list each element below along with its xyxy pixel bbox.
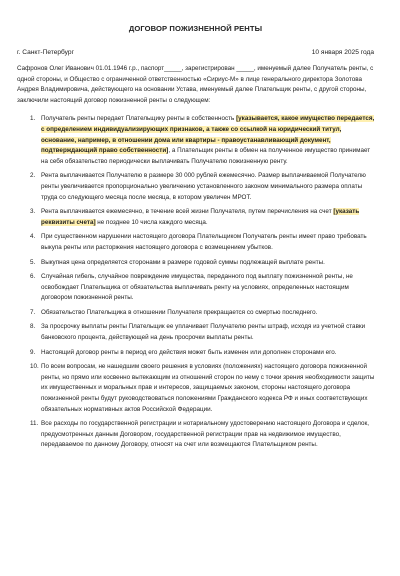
- clause-10: [15, 362, 376, 415]
- clause-text: Обязательство Плательщика в отношении Получателя прекращается со смертью последнего.: [41, 308, 318, 316]
- clause-7: [15, 308, 376, 319]
- clause-text: Рента выплачивается Получателю в размере 30 000 рублей ежемесячно. Размер выплачиваемой Получателю ренты увеличивается пропорционально увеличению установленного законом минимального размера оплаты труда со следующего месяца после месяца, в котором увеличен МРОТ.: [41, 172, 366, 201]
- clause-number: 1.: [30, 115, 36, 123]
- placeholder-highlight: [указывается, какое имущество передается, с определением индивидуализирующих признаков, а также со ссылкой на юридический титул, основание, например, в отношении дома или квартиры - правоустанавливающий документ, подтверждающий право собственности]: [41, 115, 375, 155]
- clause-2: [15, 171, 376, 203]
- clause-text: Случайная гибель, случайное повреждение имущества, переданного под выплату пожизненной ренты, не освобождает Плательщика от обязательства выплачивать ренту на условиях, определенных настоящим договором пожизненной ренты.: [41, 273, 353, 302]
- clause-4: [15, 232, 376, 253]
- clause-1: [15, 114, 376, 167]
- clause-number: 9.: [30, 348, 36, 356]
- clause-text: По всем вопросам, не нашедшим своего решения в условиях (положениях) настоящего договора пожизненной ренты, но прямо или косвенно вытекающим из отношений сторон по нему с точки зрения необходимости защиты их имущественных и моральных прав и интересов, защищаемых законом, стороны настоящего договора пожизненной ренты будут руководствоваться положениями Гражданского кодекса РФ и иных соответствующих обязательных нормативных актов Российской Федерации.: [41, 363, 375, 413]
- clause-number: 2.: [30, 172, 36, 180]
- document-title: ДОГОВОР ПОЖИЗНЕННОЙ РЕНТЫ: [128, 24, 263, 33]
- clause-text: За просрочку выплаты ренты Плательщик ее уплачивает Получателю ренты штраф, исходя из учетной ставки банковского процента, действующей на день просрочки выплаты ренты.: [41, 323, 366, 342]
- clause-text: Выкупная цена определяется сторонами в размере годовой суммы подлежащей выплате ренты.: [41, 258, 325, 266]
- document-meta: [15, 49, 376, 56]
- clause-number: 10.: [30, 363, 39, 371]
- clause-number: 5.: [30, 258, 36, 266]
- clause-list: [15, 114, 376, 451]
- clause-8: [15, 322, 376, 343]
- contract-date: 10 января 2025 года: [311, 49, 374, 56]
- clause-text-after: , а Плательщик ренты в обмен на полученное имущество принимает на себя обязательство периодически выплачивать Получателю пожизненную ренту.: [41, 147, 371, 165]
- clause-number: 8.: [30, 323, 36, 331]
- city: г. Санкт-Петербург: [17, 49, 74, 56]
- clause-9: [15, 348, 376, 359]
- clause-5: [15, 258, 376, 269]
- clause-number: 3.: [30, 208, 36, 216]
- clause-text: Все расходы по государственной регистрации и нотариальному удостоверению настоящего Договора и сделок, предусмотренных данным Договором, государственной регистрации прав на недвижимое имущество, передаваемое по данному Договору, относят на счет или возмещаются Плательщиком ренты.: [41, 420, 370, 449]
- clause-text: Получатель ренты передает Плательщику ренты в собственность: [41, 115, 237, 123]
- clause-11: [15, 419, 376, 451]
- clause-number: 6.: [30, 273, 36, 281]
- clause-text: При существенном нарушении настоящего договора Плательщиком Получатель ренты имеет право требовать выкупа ренты или расторжения настоящего договора с возмещением убытков.: [41, 233, 367, 251]
- clause-number: 7.: [30, 308, 36, 316]
- intro-paragraph: Сафронов Олег Иванович 01.01.1946 г.р., паспорт_____, зарегистрирован _____, именуемый далее Получатель ренты, с одной стороны, и Общество с ограниченной ответственностью «Сириус-М» в лице генерального директора Золотова Андрея Владимировича, действующего на основании Устава, именуемый далее Плательщик ренты, с другой стороны, заключили настоящий договор пожизненной ренты о следующем:: [17, 65, 374, 104]
- clause-number: 11.: [30, 420, 39, 428]
- clause-6: [15, 272, 376, 304]
- clause-number: 4.: [30, 233, 36, 241]
- placeholder-highlight: [указать реквизиты счета]: [41, 208, 360, 226]
- clause-text-after: не позднее 10 числа каждого месяца.: [95, 218, 208, 226]
- clause-3: [15, 207, 376, 228]
- clause-text: Настоящий договор ренты в период его действия может быть изменен или дополнен сторонами его.: [41, 348, 337, 356]
- clause-text: Рента выплачивается ежемесячно, в течение всей жизни Получателя, путем перечисления на счет: [41, 208, 334, 216]
